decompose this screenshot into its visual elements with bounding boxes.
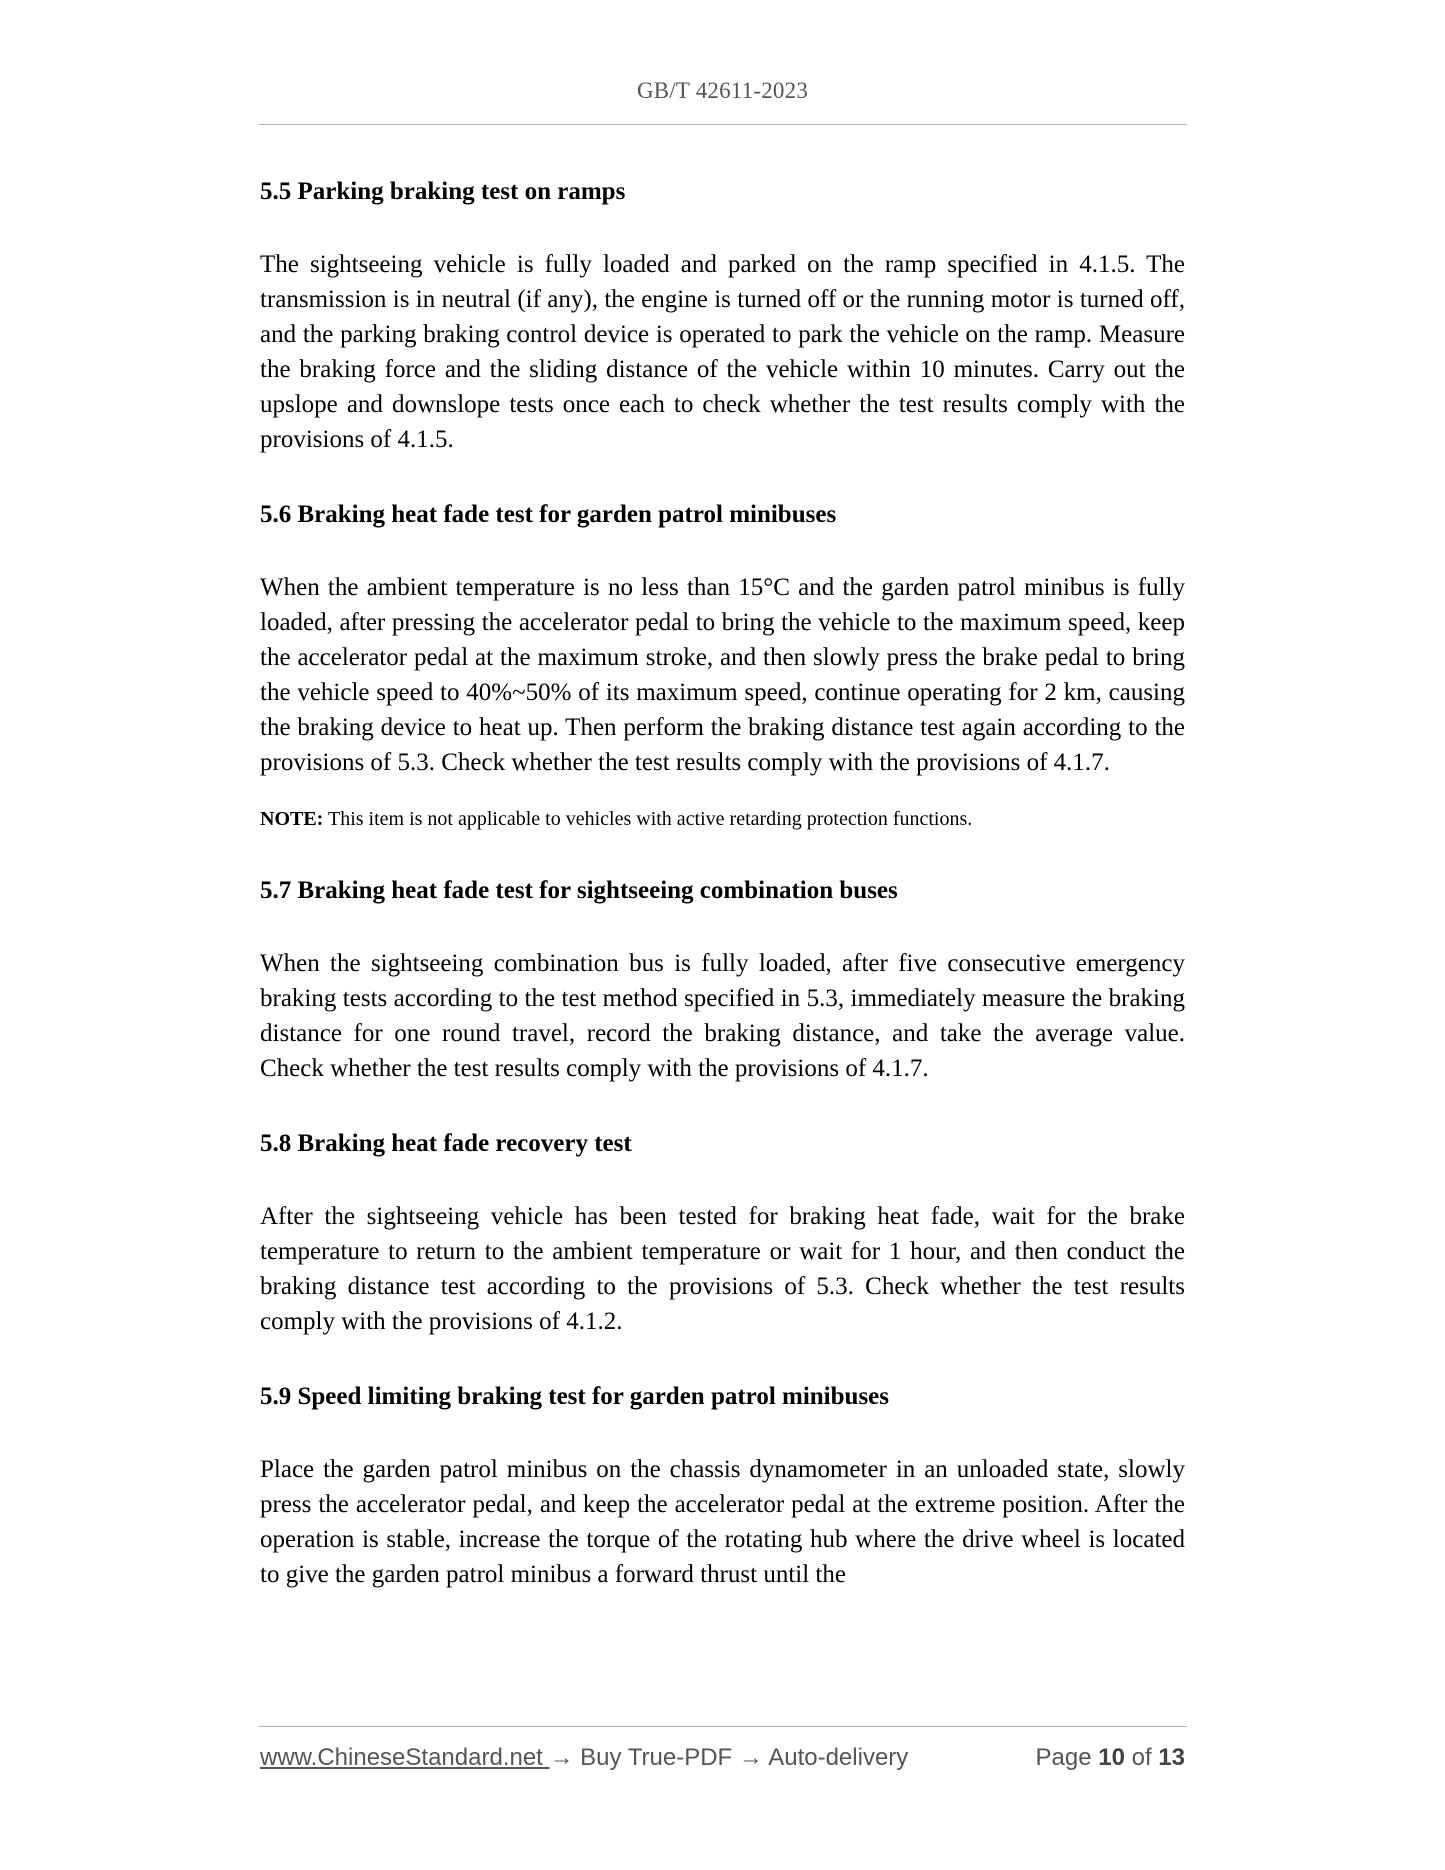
auto-delivery-text: Auto-delivery (762, 1744, 909, 1771)
note-label: NOTE: (260, 808, 324, 830)
page-word: Page (1035, 1744, 1092, 1771)
arrow-right-icon: → (738, 1744, 763, 1771)
page-footer (260, 1744, 1185, 1772)
section-paragraph-5-7: When the sightseeing combination bus is fully loaded, after five consecutive emergency braking tests according to the test method specified in 5.3, immediately measure the braking distance for one round travel, record the braking distance, and take the average value. Check whether the test results comply with the provisions of 4.1.7. (260, 950, 1185, 1082)
document-header: GB/T 42611-2023 (636, 78, 809, 103)
section-heading-5-8: 5.8 Braking heat fade recovery test (260, 1130, 632, 1157)
document-body (260, 174, 1185, 1592)
page-number (1036, 1744, 1186, 1772)
section-paragraph-5-5: The sightseeing vehicle is fully loaded and parked on the ramp specified in 4.1.5. The transmission is in neutral (if any), the engine is turned off or the running motor is turned off, and the parking braking control device is operated to park the vehicle on the ramp. Measure the braking force and the sliding distance of the vehicle within 10 minutes. Carry out the upslope and downslope tests once each to check whether the test results comply with the provisions of 4.1.5. (260, 251, 1185, 453)
header-divider (258, 124, 1187, 125)
footer-divider (258, 1726, 1187, 1727)
section-heading-5-9: 5.9 Speed limiting braking test for garden patrol minibuses (260, 1383, 889, 1410)
section-paragraph-5-9: Place the garden patrol minibus on the chassis dynamometer in an unloaded state, slowly press the accelerator pedal, and keep the accelerator pedal at the extreme position. After the operation is stable, increase the torque of the rotating hub where the drive wheel is located to give the garden patrol minibus a forward thrust until the (260, 1456, 1185, 1588)
arrow-right-icon: → (549, 1744, 574, 1771)
page-total: 13 (1158, 1744, 1185, 1771)
section-heading-5-6: 5.6 Braking heat fade test for garden patrol minibuses (260, 501, 837, 528)
site-link[interactable]: www.ChineseStandard.net (260, 1744, 550, 1771)
page-current: 10 (1098, 1744, 1125, 1771)
section-note-5-6 (260, 805, 1185, 833)
buy-true-pdf-text: Buy True-PDF (573, 1744, 739, 1771)
section-heading-5-5: 5.5 Parking braking test on ramps (260, 178, 626, 205)
footer-promo (260, 1744, 908, 1772)
of-word: of (1131, 1744, 1152, 1771)
section-paragraph-5-6: When the ambient temperature is no less than 15°C and the garden patrol minibus is fully loaded, after pressing the accelerator pedal to bring the vehicle to the maximum speed, keep the accelerator pedal at the maximum stroke, and then slowly press the brake pedal to bring the vehicle speed to 40%~50% of its maximum speed, continue operating for 2 km, causing the braking device to heat up. Then perform the braking distance test again according to the provisions of 5.3. Check whether the test results comply with the provisions of 4.1.7. (260, 574, 1185, 776)
section-paragraph-5-8: After the sightseeing vehicle has been tested for braking heat fade, wait for the brake temperature to return to the ambient temperature or wait for 1 hour, and then conduct the braking distance test according to the provisions of 5.3. Check whether the test results comply with the provisions of 4.1.2. (260, 1203, 1185, 1335)
section-heading-5-7: 5.7 Braking heat fade test for sightseeing combination buses (260, 877, 898, 904)
note-text: This item is not applicable to vehicles with active retarding protection functions. (323, 808, 973, 830)
